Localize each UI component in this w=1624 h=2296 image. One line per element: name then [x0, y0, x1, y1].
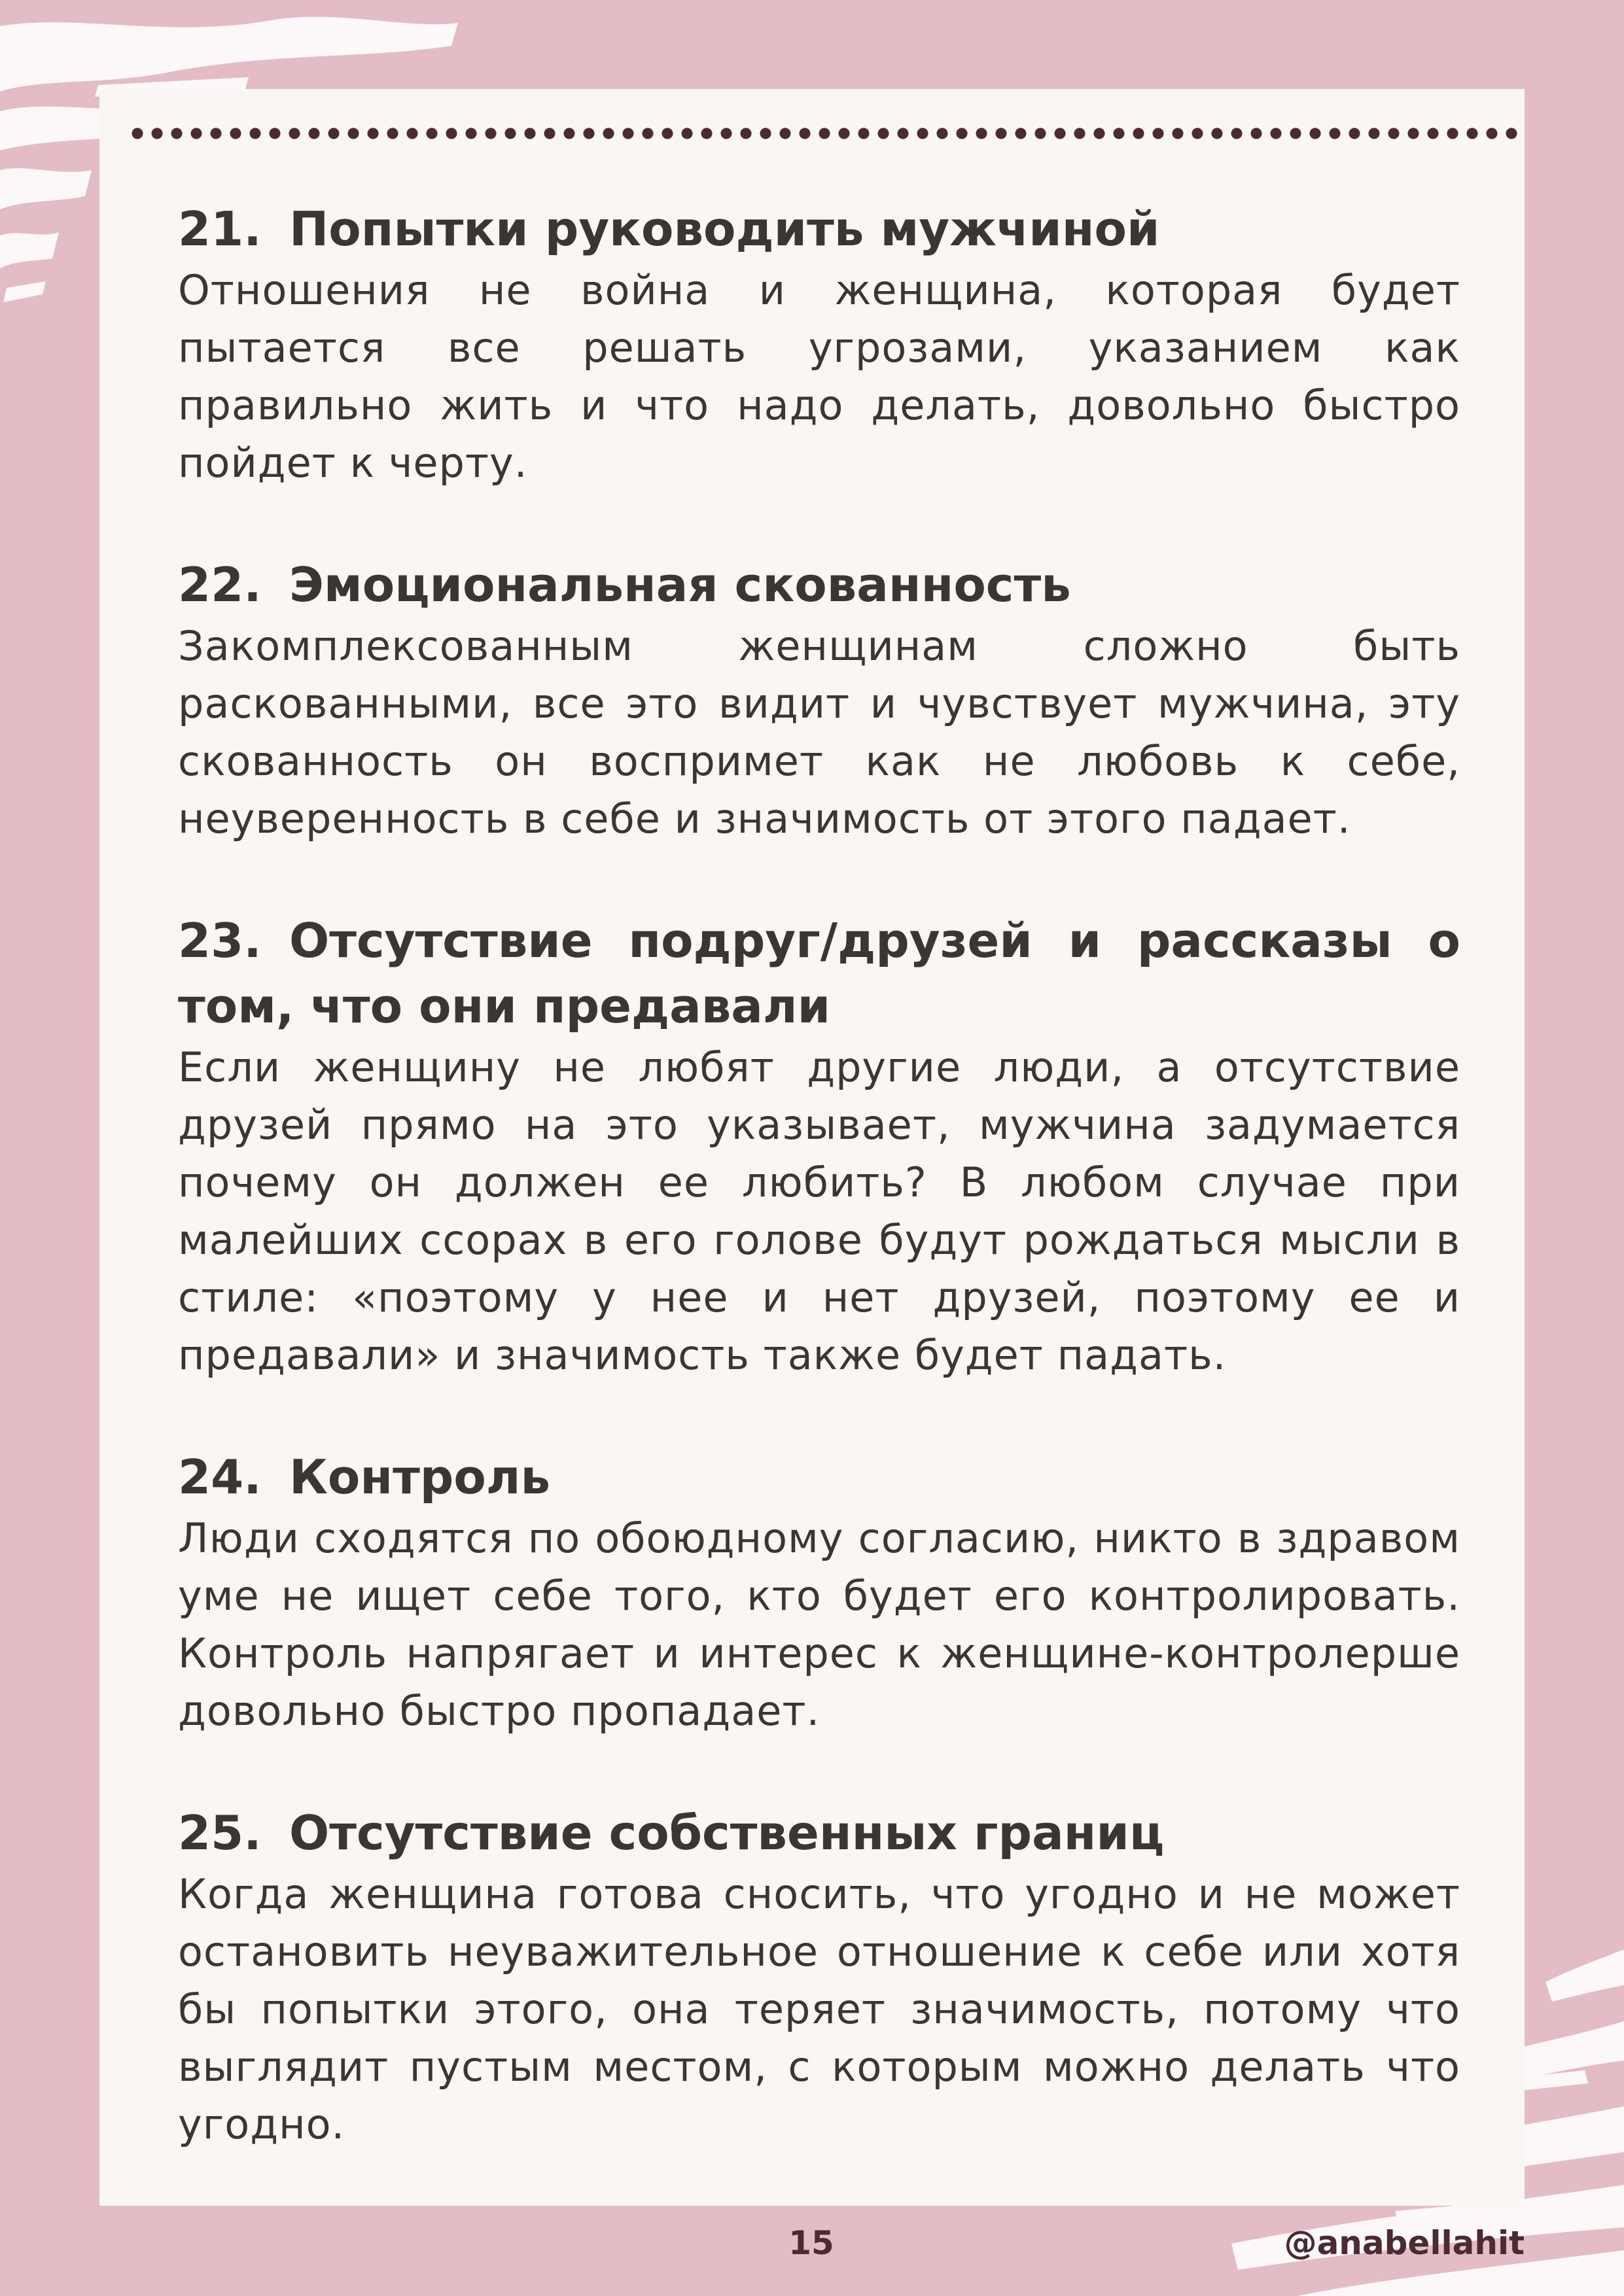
section-title	[178, 196, 1460, 262]
section-title	[178, 908, 1460, 1039]
section-21	[178, 196, 1460, 492]
section-title-text: Отсутствие подруг/друзей и рассказы о том, что они предавали	[178, 913, 1460, 1034]
author-handle: @anabellahit	[1284, 2224, 1525, 2262]
section-title-text: Эмоциональная скованность	[289, 557, 1071, 612]
section-body: Отношения не война и женщина, которая будет пытается все решать угрозами, указанием как правильно жить и что надо делать, довольно быстро пойдет к черту.	[178, 266, 1460, 487]
section-body: Люди сходятся по обоюдному согласию, никто в здравом уме не ищет себе того, кто будет его контролировать. Контроль напрягает и интерес к женщине-контролерше довольно быстро пропадает.	[178, 1514, 1460, 1735]
section-body: Закомплексованным женщинам сложно быть раскованными, все это видит и чувствует мужчина, эту скованность он воспримет как не любовь к себе, неуверенность в себе и значимость от этого падает.	[178, 622, 1460, 843]
section-body: Если женщину не любят другие люди, а отсутствие друзей прямо на это указывает, мужчина задумается почему он должен ее любить? В любом случае при малейших ссорах в его голове будут рождаться мысли в стиле: «поэтому у нее и нет друзей, поэтому ее и предавали» и значимость также будет падать.	[178, 1043, 1460, 1379]
section-number: 23.	[178, 913, 262, 968]
content-area	[178, 196, 1460, 2214]
section-number: 22.	[178, 557, 262, 612]
page-number: 15	[788, 2224, 834, 2262]
section-title-text: Попытки руководить мужчиной	[289, 201, 1160, 256]
section-title	[178, 552, 1460, 617]
section-number: 21.	[178, 201, 262, 256]
section-title-text: Контроль	[289, 1450, 551, 1505]
section-title	[178, 1800, 1460, 1866]
section-title	[178, 1444, 1460, 1510]
section-23	[178, 908, 1460, 1384]
section-number: 25.	[178, 1805, 262, 1860]
section-25	[178, 1800, 1460, 2153]
section-body: Когда женщина готова сносить, что угодно и не может остановить неуважительное отношение к себе или хотя бы попытки этого, она теряет значимость, потому что выглядит пустым местом, с которым можно делать что угодно.	[178, 1870, 1460, 2148]
section-24	[178, 1444, 1460, 1740]
section-title-text: Отсутствие собственных границ	[289, 1805, 1165, 1860]
section-number: 24.	[178, 1450, 262, 1505]
dotted-divider	[128, 124, 1525, 143]
section-22	[178, 552, 1460, 848]
